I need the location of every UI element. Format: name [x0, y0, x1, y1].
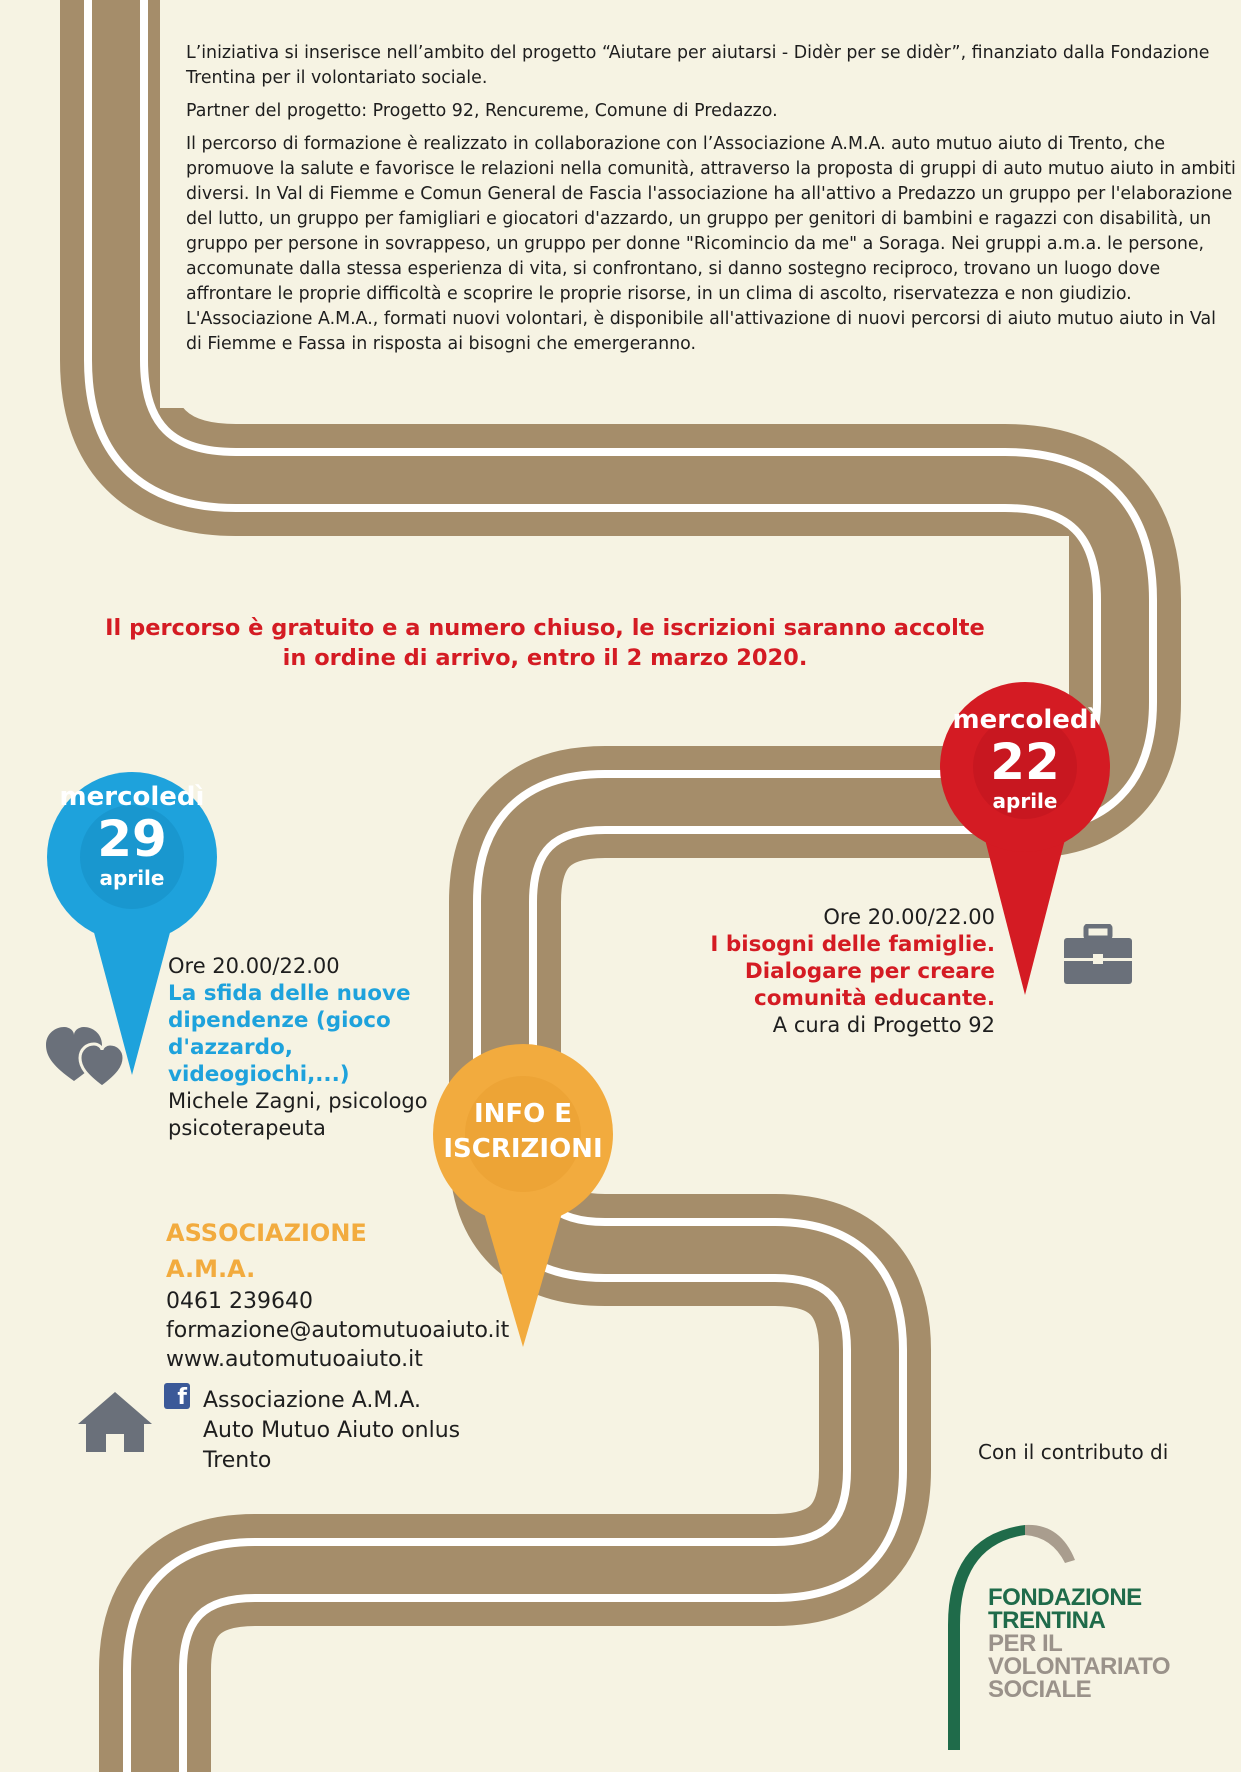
event-29-month: aprile	[99, 866, 165, 890]
notice-line-2: in ordine di arrivo, entro il 2 marzo 2020.	[282, 645, 808, 671]
facebook-icon[interactable]: f	[164, 1383, 190, 1409]
intro-paragraph-1: L’iniziativa si inserisce nell’ambito del progetto “Aiutare per aiutarsi - Didèr per se didèr”, finanziato dalla Fondazione Trentina per il volontariato sociale.	[186, 43, 1210, 88]
event-22-time: Ore 20.00/22.00	[823, 905, 995, 929]
facebook-block	[203, 1386, 523, 1476]
intro-text	[186, 41, 1236, 365]
intro-paragraph-3: Il percorso di formazione è realizzato in collaborazione con l’Associazione A.M.A. auto mutuo aiuto di Trento, che promuove la salute e favorisce le relazioni nella comunità, attraverso la proposta di gruppi di auto mutuo aiuto in ambiti diversi. In Val di Fiemme e Comun General de Fascia l'associazione ha all'attivo a Predazzo un gruppo per l'elaborazione del lutto, un gruppo per famigliari e giocatori d'azzardo, un gruppo per genitori di bambini e ragazzi con disabilità, un gruppo per persone in sovrappeso, un gruppo per donne "Ricomincio da me" a Soraga. Nei gruppi a.m.a. le persone, accomunate dalla stessa esperienza di vita, si confrontano, si danno sostegno reciproco, trovano un luogo dove affrontare le proprie difficoltà e scoprire le proprie risorse, in un clima di ascolto, riservatezza e non giudizio. L'Associazione A.M.A., formati nuovi volontari, è disponibile all'attivazione di nuovi percorsi di aiuto mutuo aiuto in Val di Fiemme e Fassa in risposta ai bisogni che emergeranno.	[186, 134, 1236, 354]
contact-block	[166, 1215, 526, 1374]
event-22-title-line-3: comunità educante.	[753, 986, 995, 1011]
contact-phone[interactable]: 0461 239640	[166, 1289, 313, 1314]
event-29-time: Ore 20.00/22.00	[168, 954, 340, 978]
fondazione-logo-text	[988, 1586, 1228, 1701]
event-22-number: 22	[990, 733, 1060, 791]
hearts-icon	[44, 1023, 130, 1089]
info-line-1: INFO E	[473, 1099, 573, 1129]
event-22-title-line-2: Dialogare per creare	[744, 959, 995, 984]
info-line-2: ISCRIZIONI	[443, 1134, 603, 1164]
event-29-day: mercoledì	[59, 782, 205, 812]
event-29-details	[168, 953, 448, 1142]
logo-line-3: PER IL VOLONTARIATO	[988, 1630, 1170, 1680]
facebook-line-3: Trento	[203, 1448, 272, 1473]
briefcase-icon	[1062, 924, 1134, 986]
intro-paragraph-2: Partner del progetto: Progetto 92, Rencureme, Comune di Predazzo.	[186, 101, 778, 121]
contact-org-line-1: ASSOCIAZIONE	[166, 1219, 367, 1247]
event-29-number: 29	[97, 810, 167, 868]
contact-email[interactable]: formazione@automutuoaiuto.it	[166, 1318, 510, 1343]
event-22-month: aprile	[992, 789, 1058, 813]
registration-notice	[70, 613, 1020, 673]
info-registration-label	[428, 1097, 618, 1167]
contributor-label: Con il contributo di	[978, 1440, 1169, 1464]
event-29-title-line-4: videogiochi,...)	[168, 1062, 350, 1087]
event-29-speaker-line-2: psicoterapeuta	[168, 1116, 326, 1140]
home-icon	[76, 1390, 154, 1454]
event-29-date	[44, 782, 220, 890]
event-29-title-line-1: La sfida delle nuove	[168, 981, 411, 1006]
facebook-line-2: Auto Mutuo Aiuto onlus	[203, 1418, 461, 1443]
logo-line-4: SOCIALE	[988, 1676, 1092, 1703]
event-29-speaker-line-1: Michele Zagni, psicologo	[168, 1089, 428, 1113]
event-22-organizer: A cura di Progetto 92	[772, 1013, 995, 1037]
event-22-details	[660, 904, 995, 1039]
event-22-title-line-1: I bisogni delle famiglie.	[710, 932, 995, 957]
logo-line-1: FONDAZIONE	[988, 1584, 1142, 1611]
event-29-title-line-2: dipendenze (gioco	[168, 1008, 391, 1033]
event-22-date	[935, 705, 1115, 813]
notice-line-1: Il percorso è gratuito e a numero chiuso, le iscrizioni saranno accolte	[105, 615, 985, 641]
event-29-title-line-3: d'azzardo,	[168, 1035, 293, 1060]
contact-org-line-2: A.M.A.	[166, 1255, 256, 1283]
event-22-day: mercoledì	[952, 705, 1098, 735]
facebook-line-1[interactable]: Associazione A.M.A.	[203, 1388, 422, 1413]
logo-line-2: TRENTINA	[988, 1607, 1106, 1634]
contact-website[interactable]: www.automutuoaiuto.it	[166, 1347, 423, 1372]
